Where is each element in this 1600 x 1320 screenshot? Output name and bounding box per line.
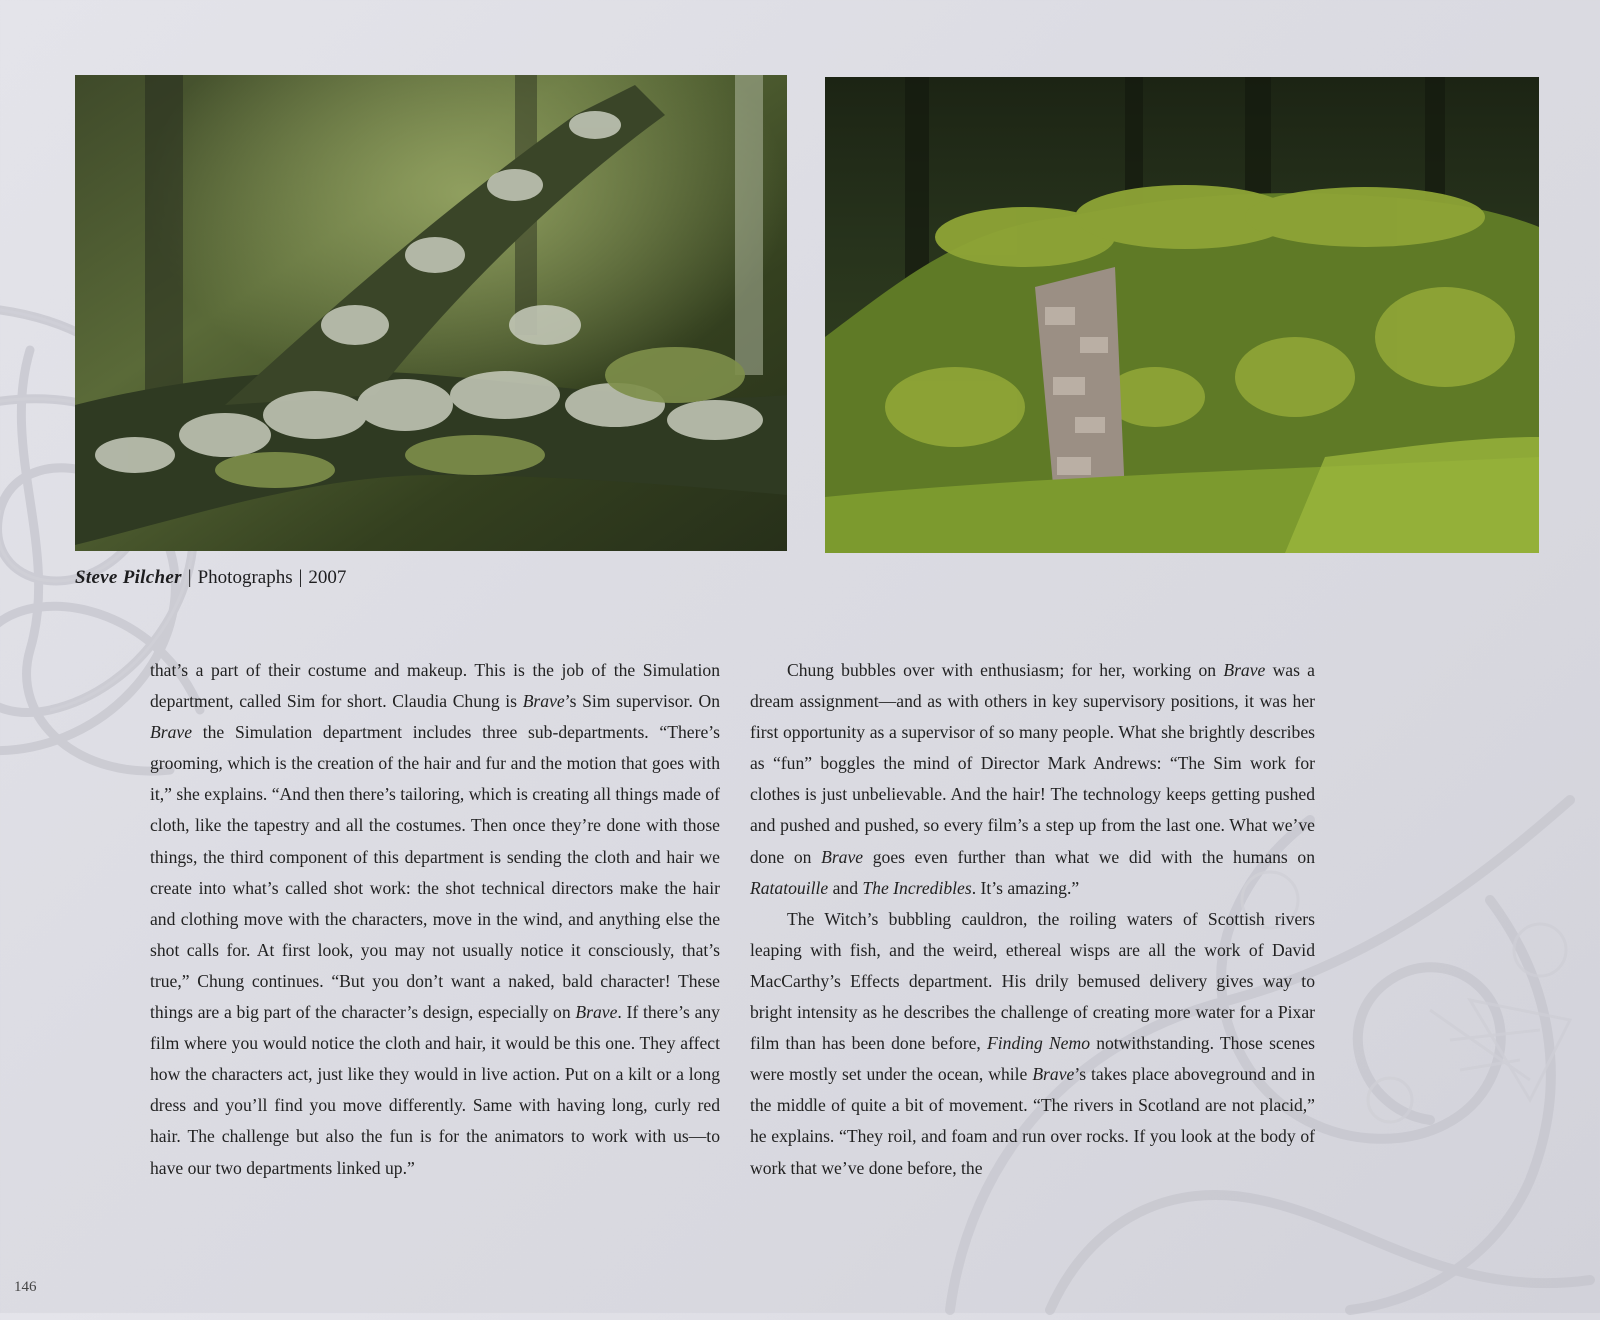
- film-title: The Incredibles: [862, 877, 972, 898]
- text-run: goes even further than what we did with the humans on: [863, 846, 1316, 867]
- text-run: ’s takes place aboveground and in the middle of quite a bit of movement. “The rivers in Scotland are not placid,” he explains. “They roil, and foam and run over rocks. If you look at the body of work that we’ve done before, the: [750, 1064, 1315, 1178]
- film-title: Finding Nemo: [987, 1033, 1090, 1054]
- text-run: ’s Sim supervisor. On: [564, 691, 721, 712]
- paragraph: [150, 655, 720, 1184]
- body-column-right: [750, 655, 1315, 1184]
- page-number: 146: [14, 1279, 37, 1295]
- film-title: Brave: [575, 1002, 618, 1023]
- film-title: Ratatouille: [750, 877, 829, 898]
- paragraph: [750, 655, 1315, 904]
- body-column-left: [150, 655, 720, 1184]
- film-title: Brave: [150, 722, 193, 743]
- caption-separator: |: [187, 567, 192, 588]
- text-run: and: [828, 877, 863, 898]
- film-title: Brave: [1032, 1064, 1075, 1085]
- film-title: Brave: [821, 846, 864, 867]
- text-run: the Simulation department includes three sub-departments. “There’s grooming, which is the creation of the hair and fur and the motion that goes with it,” she explains. “And then there’s tailoring, which is creating all things made of cloth, like the tapestry and all the costumes. Then once they’re done with those things, the third component of this department is sending the cloth and hair we create into what’s called shot work: the shot technical directors make the hair and clothing move with the characters, move in the wind, and anything else the shot calls for. At first look, you may not usually notice it consciously, that’s true,” Chung continues. “But you don’t want a naked, bald character! These things are a big part of the character’s design, especially on: [150, 722, 720, 1023]
- text-run: Chung bubbles over with enthusiasm; for her, working on: [787, 660, 1224, 680]
- caption-separator: |: [298, 567, 303, 588]
- photo-lichen-branch: [75, 75, 787, 551]
- film-title: Brave: [1223, 660, 1266, 680]
- caption-artist: Steve Pilcher: [75, 567, 182, 588]
- film-title: Brave: [522, 691, 565, 712]
- text-run: . It’s amazing.”: [971, 877, 1080, 898]
- text-run: The Witch’s bubbling cauldron, the roiling waters of Scottish rivers leaping with fish, and the weird, ethereal wisps are all the work of David MacCarthy’s Effects department. His drily bemused delivery gives way to bright intensity as he describes the challenge of creating more water for a Pixar film than has been done before,: [750, 908, 1315, 1054]
- text-run: notwithstanding. Those scenes were mostly set under the ocean, while: [750, 1033, 1315, 1085]
- text-run: was a dream assignment—and as with others in key supervisory positions, it was her first opportunity as a supervisor of so many people. What she brightly describes as “fun” boggles the mind of Director Mark Andrews: “The Sim work for clothes is just unbelievable. And the hair! The technology keeps getting pushed and pushed and pushed, so every film’s a step up from the last one. What we’ve done on: [750, 660, 1315, 867]
- text-run: that’s a part of their costume and makeup. This is the job of the Simulation department, called Sim for short. Claudia Chung is: [150, 660, 720, 712]
- caption-medium: Photographs: [197, 567, 293, 588]
- paragraph: [750, 904, 1315, 1184]
- photo-credit-caption: [75, 567, 346, 589]
- caption-year: 2007: [308, 567, 347, 588]
- text-run: . If there’s any film where you would notice the cloth and hair, it would be this one. They affect how the characters act, just like they would in live action. Put on a kilt or a long dress and you’ll find you move differently. Same with having long, curly red hair. The challenge but also the fun is for the animators to work with us—to have our two departments linked up.”: [150, 1002, 720, 1178]
- photo-mossy-wall: [825, 77, 1539, 553]
